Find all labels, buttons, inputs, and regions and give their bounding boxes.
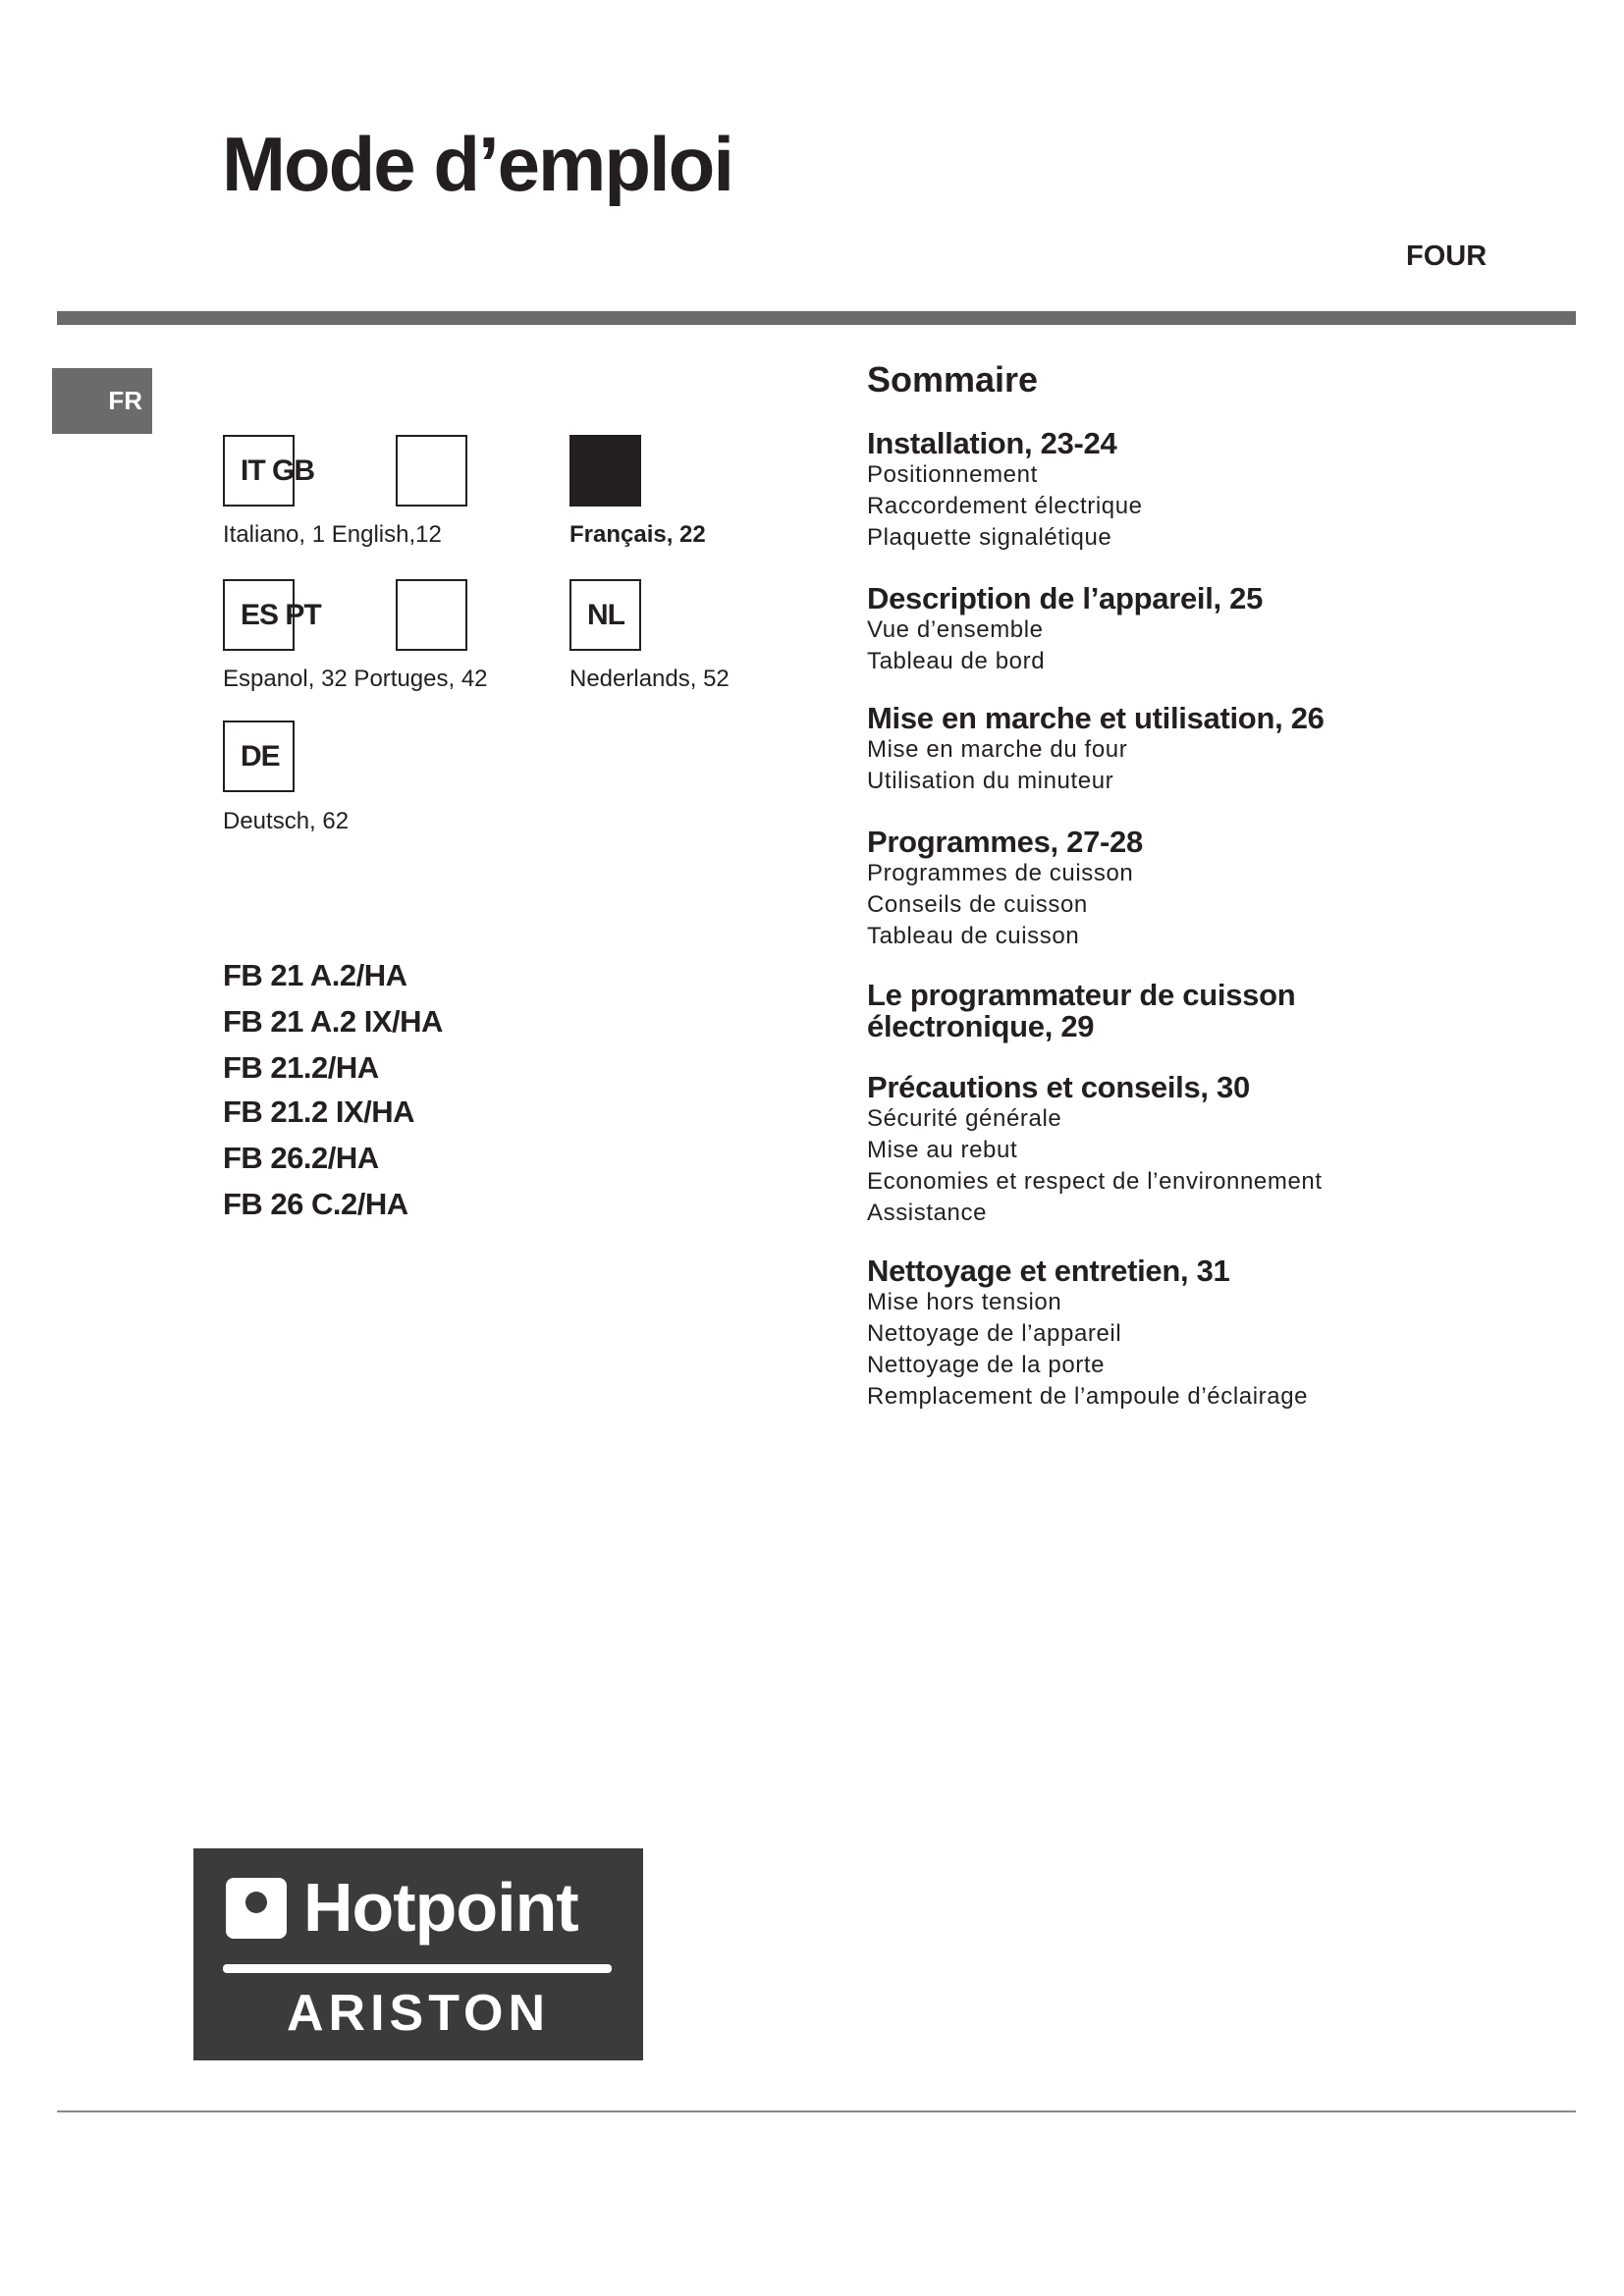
toc-title: Sommaire: [867, 359, 1039, 400]
toc-heading[interactable]: Mise en marche et utilisation, 26: [867, 701, 1325, 735]
language-label-de: Deutsch, 62: [223, 808, 350, 834]
model-number: FB 21 A.2 IX/HA: [223, 1004, 443, 1039]
toc-section-precautions: [867, 1072, 1417, 1229]
toc-section-nettoyage: [867, 1255, 1417, 1413]
toc-item[interactable]: Remplacement de l’ampoule d’éclairage: [867, 1383, 1309, 1410]
toc-item[interactable]: Mise au rebut: [867, 1137, 1018, 1163]
toc-item[interactable]: Vue d’ensemble: [867, 616, 1044, 643]
toc-item[interactable]: Conseils de cuisson: [867, 891, 1088, 918]
toc-item[interactable]: Plaquette signalétique: [867, 524, 1112, 551]
toc-section-installation: [867, 428, 1417, 554]
language-box-fr-selected[interactable]: [569, 435, 641, 507]
language-label-it-gb: Italiano, 1 English,12: [223, 521, 442, 548]
toc-section-description: [867, 583, 1417, 677]
model-number: FB 26.2/HA: [223, 1141, 379, 1175]
page-title: Mode d’emploi: [222, 121, 732, 207]
language-box-de[interactable]: DE: [223, 721, 295, 792]
toc-item[interactable]: Positionnement: [867, 461, 1038, 488]
model-number: FB 21.2/HA: [223, 1050, 379, 1085]
language-label-nl: Nederlands, 52: [569, 666, 730, 692]
footer-divider: [57, 2110, 1576, 2112]
language-label-es-pt: Espanol, 32 Portuges, 42: [223, 666, 488, 692]
toc-item[interactable]: Programmes de cuisson: [867, 860, 1134, 886]
toc-section-mise-en-marche: [867, 703, 1417, 797]
toc-heading[interactable]: Précautions et conseils, 30: [867, 1070, 1250, 1104]
toc-item[interactable]: Nettoyage de la porte: [867, 1352, 1106, 1378]
toc-item[interactable]: Utilisation du minuteur: [867, 768, 1114, 794]
logo-divider: [223, 1964, 612, 1973]
toc-item[interactable]: Mise hors tension: [867, 1289, 1062, 1315]
toc-item[interactable]: Economies et respect de l’environnement: [867, 1168, 1323, 1195]
logo-sub-brand: ARISTON: [286, 1985, 551, 2042]
language-label-fr: Français, 22: [569, 521, 706, 548]
logo-mark-icon: [226, 1878, 287, 1939]
language-tab: FR: [52, 368, 152, 434]
toc-heading-continued[interactable]: électronique, 29: [867, 1009, 1095, 1043]
toc-heading[interactable]: Nettoyage et entretien, 31: [867, 1254, 1230, 1288]
language-box-empty[interactable]: [396, 435, 467, 507]
language-box-nl[interactable]: NL: [569, 579, 641, 651]
language-box-it-gb[interactable]: IT GB: [223, 435, 295, 507]
language-box-es-pt[interactable]: ES PT: [223, 579, 295, 651]
brand-logo: [193, 1848, 643, 2060]
toc-item[interactable]: Tableau de bord: [867, 648, 1046, 674]
toc-item[interactable]: Mise en marche du four: [867, 736, 1128, 763]
toc-item[interactable]: Sécurité générale: [867, 1105, 1062, 1132]
toc-item[interactable]: Nettoyage de l’appareil: [867, 1320, 1122, 1347]
product-category: FOUR: [1406, 240, 1488, 272]
toc-heading[interactable]: Installation, 23-24: [867, 426, 1117, 460]
toc-heading[interactable]: Programmes, 27-28: [867, 825, 1143, 859]
header-divider: [57, 311, 1576, 325]
toc-section-programmateur: [867, 980, 1417, 1042]
toc-heading[interactable]: Le programmateur de cuisson: [867, 978, 1296, 1012]
language-box-empty[interactable]: [396, 579, 467, 651]
toc-item[interactable]: Assistance: [867, 1200, 988, 1226]
toc-item[interactable]: Tableau de cuisson: [867, 923, 1080, 949]
logo-brand-name: Hotpoint: [303, 1869, 578, 1946]
toc-item[interactable]: Raccordement électrique: [867, 493, 1143, 519]
toc-section-programmes: [867, 827, 1417, 952]
model-number: FB 26 C.2/HA: [223, 1187, 408, 1221]
toc-heading[interactable]: Description de l’appareil, 25: [867, 581, 1264, 615]
model-number: FB 21.2 IX/HA: [223, 1095, 415, 1129]
model-number: FB 21 A.2/HA: [223, 958, 407, 992]
